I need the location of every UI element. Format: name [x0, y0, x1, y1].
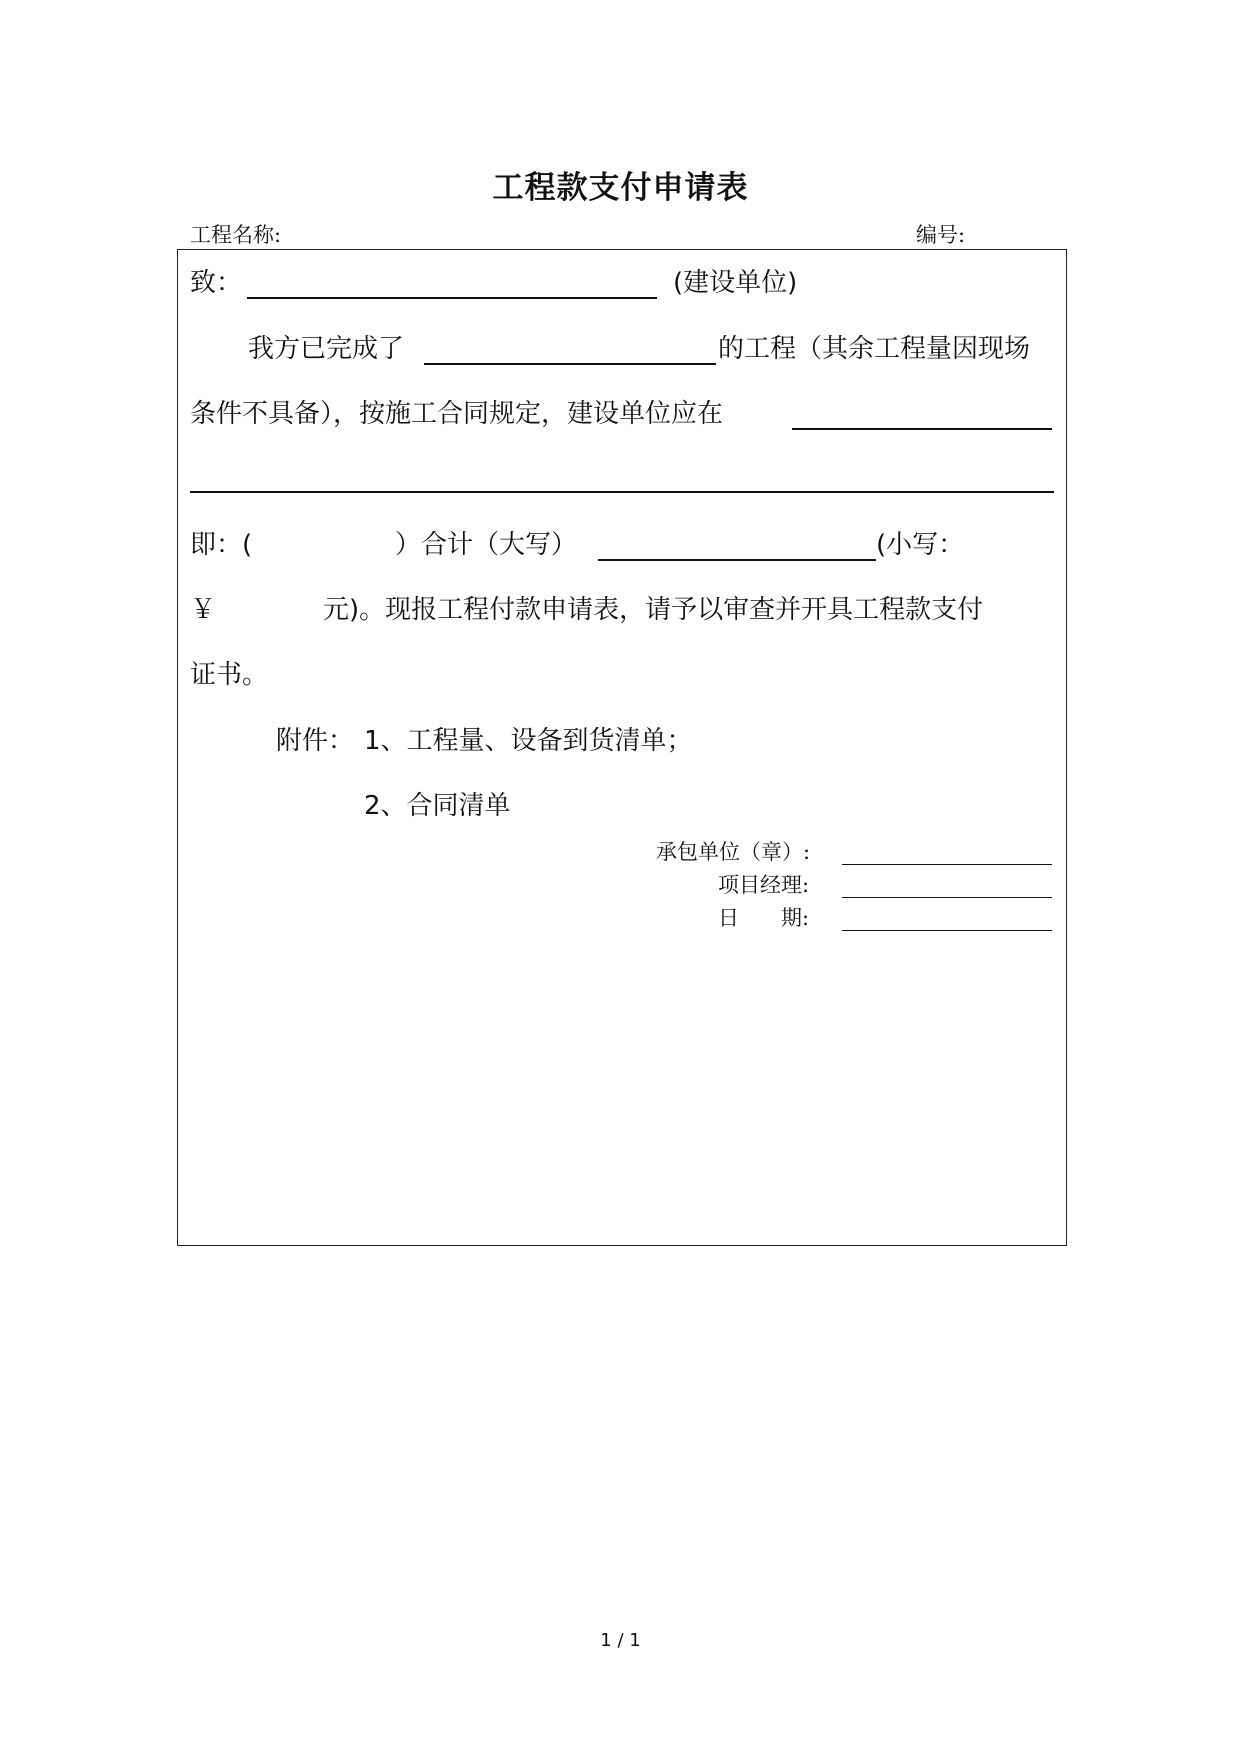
to-label: 致：: [190, 268, 243, 298]
date-blank[interactable]: [842, 930, 1052, 931]
amount-total-label: ）合计（大写）: [395, 530, 578, 560]
request-statement: 元)。现报工程付款申请表，请予以审查并开具工程款支付: [323, 595, 984, 625]
currency-symbol: ￥: [190, 595, 217, 625]
contractor-seal-blank[interactable]: [842, 864, 1052, 865]
completed-work-blank[interactable]: [424, 363, 716, 365]
amount-lowercase-label: (小写：: [876, 530, 965, 560]
request-statement-end: 证书。: [190, 660, 269, 690]
date-label: 日 期:: [718, 906, 810, 930]
payment-date-blank[interactable]: [792, 428, 1052, 430]
project-name-label: 工程名称:: [190, 223, 282, 247]
contract-clause-text: 条件不具备），按施工合同规定，建设单位应在: [190, 399, 724, 429]
contractor-seal-label: 承包单位（章）:: [656, 840, 811, 864]
amount-prefix: 即：(: [190, 530, 253, 560]
completed-work-suffix: 的工程（其余工程量因现场: [718, 334, 1031, 364]
serial-number-label: 编号:: [916, 223, 966, 247]
recipient-blank[interactable]: [247, 297, 657, 299]
payment-terms-blank[interactable]: [190, 491, 1054, 493]
attachment-item-1: 1、工程量、设备到货清单；: [364, 726, 693, 756]
project-manager-label: 项目经理:: [718, 873, 810, 897]
amount-uppercase-blank[interactable]: [598, 559, 876, 561]
page-title: 工程款支付申请表: [492, 170, 749, 206]
attachment-item-2: 2、合同清单: [364, 791, 511, 821]
attachments-label: 附件：: [276, 726, 355, 756]
recipient-suffix: (建设单位): [673, 268, 798, 298]
project-manager-blank[interactable]: [842, 897, 1052, 898]
page-number: 1 / 1: [600, 1630, 641, 1651]
completed-work-prefix: 我方已完成了: [248, 334, 405, 364]
